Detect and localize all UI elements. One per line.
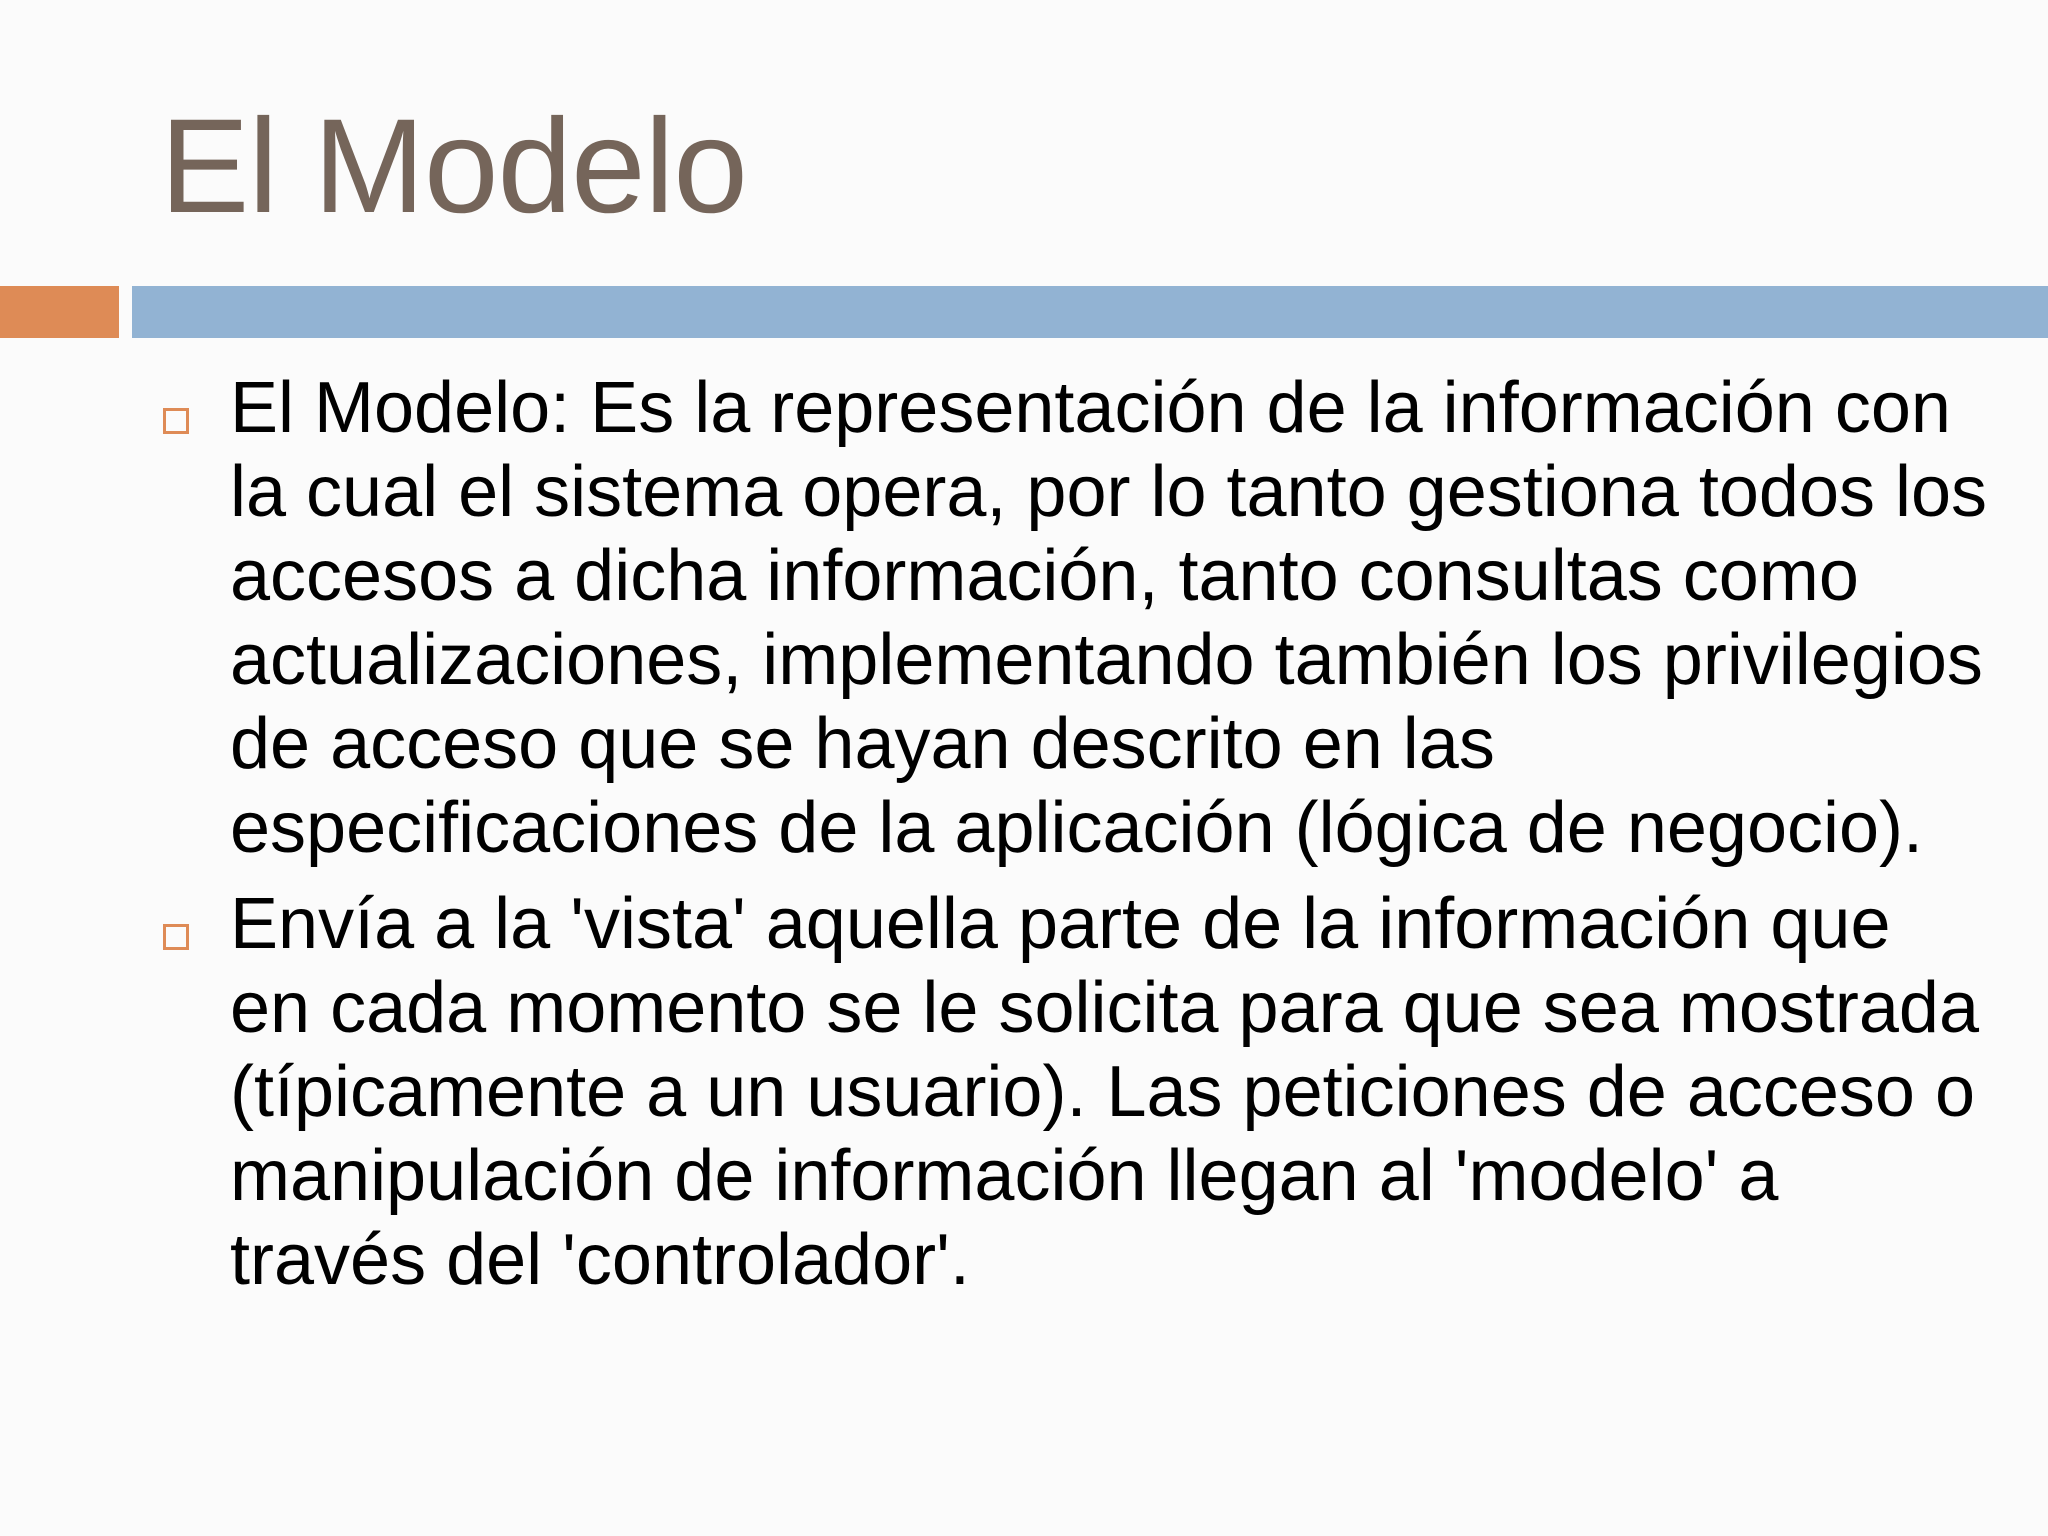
bullet-item: [0, 882, 2048, 1302]
hollow-square-bullet-icon: [163, 408, 189, 434]
title-accent-bar-orange: [0, 286, 119, 338]
title-accent-bar-blue: [132, 286, 2048, 338]
bullet-list: [0, 366, 2048, 1314]
bullet-text: Envía a la 'vista' aquella parte de la información que en cada momento se le solicita para que sea mostrada (típicamente a un usuario). Las peticiones de acceso o manipulación de información llegan al 'modelo' a través del 'controlador'.: [230, 884, 1979, 1300]
hollow-square-bullet-icon: [163, 924, 189, 950]
bullet-item: [0, 366, 2048, 870]
slide-title: El Modelo: [160, 92, 747, 241]
bullet-text: El Modelo: Es la representación de la información con la cual el sistema opera, por lo tanto gestiona todos los accesos a dicha información, tanto consultas como actualizaciones, implementando también los privilegios de acceso que se hayan descrito en las especificaciones de la aplicación (lógica de negocio).: [230, 368, 1988, 868]
